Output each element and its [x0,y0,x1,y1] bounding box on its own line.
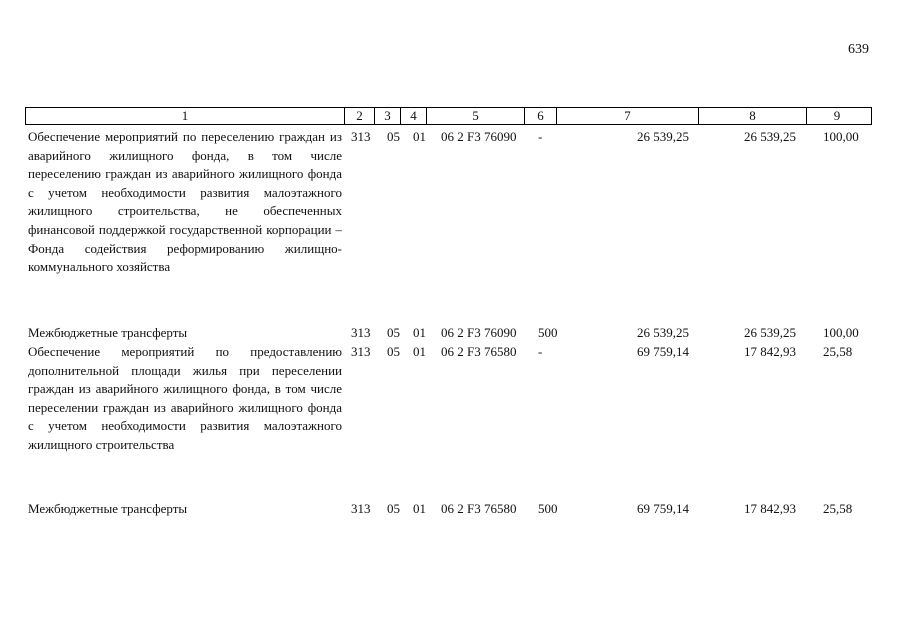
row-grbs: 313 [351,501,371,516]
row-description: Межбюджетные трансферты [28,325,188,340]
row-percent: 100,00 [823,129,859,144]
header-col-4: 4 [401,108,427,124]
row-target-code: 06 2 F3 76090 [441,325,517,340]
row-subsection: 01 [413,501,426,516]
row-planned: 26 539,25 [637,325,689,340]
header-col-9: 9 [833,108,841,123]
row-actual: 26 539,25 [744,129,796,144]
row-target-code: 06 2 F3 76580 [441,501,517,516]
row-section: 05 [387,325,400,340]
row-expense-type: - [538,129,543,144]
row-percent: 100,00 [823,325,859,340]
row-section: 05 [387,344,400,359]
row-planned: 26 539,25 [637,129,689,144]
row-subsection: 01 [413,344,426,359]
row-percent: 25,58 [823,344,853,359]
row-subsection: 01 [413,325,426,340]
row-grbs: 313 [351,325,371,340]
row-description: Обеспечение мероприятий по предоставлению дополнительной площади жилья при переселении граждан из аварийного жилищного фонда, в том числе переселении граждан из аварийного жилищного фонда с учетом необходимости развития малоэтажного жилищного строительства [28,344,342,452]
row-expense-type: 500 [538,325,558,340]
header-col-1: 1 [26,108,345,124]
row-grbs: 313 [351,129,371,144]
row-expense-type: - [538,344,543,359]
header-col-5: 5 [427,108,525,124]
header-col-2: 2 [345,108,375,124]
row-actual: 26 539,25 [744,325,796,340]
header-col-3: 3 [375,108,401,124]
table-header [25,107,872,125]
row-planned: 69 759,14 [637,501,689,516]
row-planned: 69 759,14 [637,344,689,359]
row-target-code: 06 2 F3 76090 [441,129,517,144]
header-col-7: 7 [557,108,699,124]
row-actual: 17 842,93 [744,501,796,516]
header-col-8: 8 [699,108,807,124]
row-actual: 17 842,93 [744,344,796,359]
header-col-6: 6 [525,108,557,124]
row-section: 05 [387,501,400,516]
row-grbs: 313 [351,344,371,359]
row-description: Межбюджетные трансферты [28,501,188,516]
page-number: 639 [848,42,869,57]
row-subsection: 01 [413,129,426,144]
row-target-code: 06 2 F3 76580 [441,344,517,359]
row-percent: 25,58 [823,501,853,516]
row-section: 05 [387,129,400,144]
row-expense-type: 500 [538,501,558,516]
row-description: Обеспечение мероприятий по переселению граждан из аварийного жилищного фонда, в том числе переселению граждан из аварийного жилищного фонда с учетом необходимости развития малоэтажного жилищного строительства, не обеспеченных финансовой поддержкой государственной корпорации – Фонда содействия реформированию жилищно-коммунального хозяйства [28,129,342,275]
